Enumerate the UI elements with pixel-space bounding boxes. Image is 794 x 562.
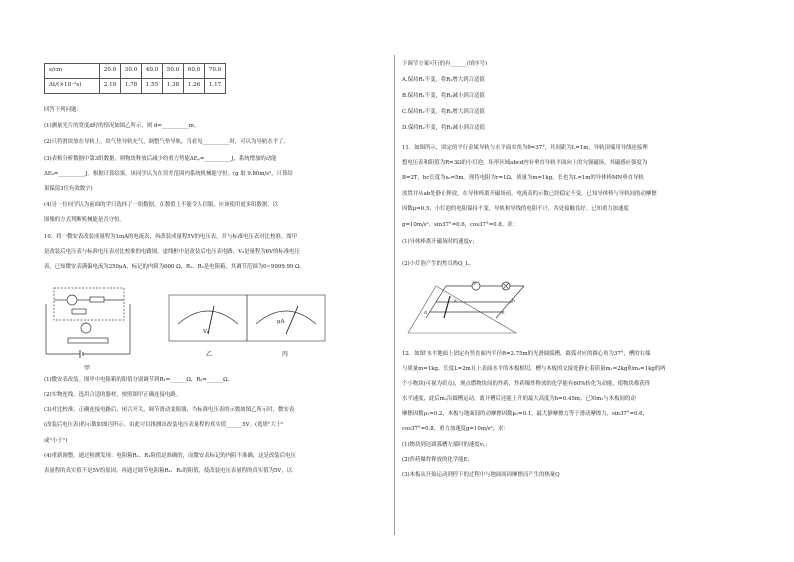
table-cell: 50.0 <box>163 64 184 79</box>
text-line: (2)只将滑块放在导轨上，给气垫导轨充气，调整气垫导轨，当看见__________时，可认为导轨水平了。 <box>44 139 289 145</box>
table-cell: 20.0 <box>100 64 121 79</box>
table-cell: 60.0 <box>184 64 205 79</box>
table-cell: Δt/(×10⁻³s) <box>45 79 100 94</box>
table-cell: 70.0 <box>205 64 226 79</box>
text-line: 与质量m=1kg、长度L=2m且上表面水平的木板相切，槽与木板的交接处静止着质量m₁=2kg和m₂=1kg的两 <box>402 366 666 372</box>
text-line: 图像的方式判断机械能是否守恒。 <box>44 217 125 223</box>
text-line: 表。已知微安表满偏电流为250μA，标记的内阻为600 Ω，R₁、R₂是电阻箱，其调节范围为0~9999.99 Ω。 <box>44 264 305 270</box>
text-line: (2)小灯泡产生的焦耳热Q_L。 <box>402 261 475 267</box>
table-cell: 40.0 <box>142 64 163 79</box>
text-line: (1)物块到达圆弧槽左端时的速度v₁； <box>402 442 491 448</box>
text-line: B=2T，bc长度为s₀=5m。现将电阻为r=1Ω，质量为m=1kg，长也为L=1m的导体棒MN垂直导轨 <box>402 175 644 181</box>
voltmeter-label: V <box>473 282 477 287</box>
option-d: D.保持R₂不变，将R₁减小到合适值 <box>402 125 485 131</box>
text-line: 或"小于") <box>44 438 68 444</box>
table-cell: 1.78 <box>121 79 142 94</box>
point-c-label: c <box>502 311 505 316</box>
text-line: (4)重新调整。通过检测发现：电阻箱R₁、R₂阻值是准确的，而微安表标记的内阻不准确，这是改装后电压 <box>44 453 296 459</box>
text-line: 放置并从ab处静止释放，在导体棒离开磁场前，电流表的示数已经稳定不变。已知导体棒与导轨间的动摩擦 <box>402 191 657 197</box>
text-line: ΔEₖ=__________J。根据计算结果，该同学认为在误差范围内系统机械能守恒。(g 取 9.80m/s²，计算结 <box>44 171 293 177</box>
text-line: (1)导体棒离开磁场时的速度v； <box>402 239 478 245</box>
text-line: 12．如图'水平地面上固定有竖直面内半径R=2.75m的光滑圆弧槽，圆弧对应的圆心角为37°，槽的右端 <box>402 351 651 357</box>
table-cell: 1.55 <box>142 79 163 94</box>
text-line: 10．将一微安表改装成量程为1mA的电流表，再改装成量程5V的电压表，并与标准电压表对比校准。图甲 <box>44 234 298 240</box>
dial-unit-v0: V₀ <box>203 329 210 335</box>
table-cell: 1.26 <box>184 79 205 94</box>
text-line: 因数μ=0.5，小灯泡的电阻保持不变，导轨和导线的电阻不计，各处接触良好。已知重力加速度 <box>402 206 629 212</box>
microammeter-dial <box>246 294 326 342</box>
data-table <box>44 63 226 94</box>
text-line: (3)对比校准。正确连接电路后，闭合开关，调节滑动变阻器，当标准电压表的示数如图乙所示时，微安表 <box>44 407 295 413</box>
text-line: cos37°=0.8，重力加速度g=10m/s²，求： <box>402 426 509 432</box>
text-line: (2)实物连线。选用合适的器材，按照图甲正确连接电路。 <box>44 392 182 398</box>
table-row <box>45 64 226 79</box>
text-line: (3)木板从开始运动到停下的过程中与地面间因摩擦而产生的热量Q <box>402 472 560 478</box>
point-a-label: a <box>454 299 457 304</box>
text-line: (3)表格分析数据中第3组数据，则物块释放后减少的重力势能ΔEₚ=__________J，系统增加的动能 <box>44 156 277 162</box>
option-c: C.保持R₂不变，将R₁增大到合适值 <box>402 109 485 115</box>
inclined-rails-diagram <box>406 278 536 338</box>
table-row <box>45 79 226 94</box>
figure-label-yi: 乙 <box>206 351 213 358</box>
point-d-label: d <box>424 311 427 316</box>
dial-unit-ua: μA <box>277 319 285 325</box>
table-cell: 2.19 <box>100 79 121 94</box>
text-line: (1)微安表改装。图甲中电阻箱的阻值分别调节到R₁=______Ω，R₂=______Ω。 <box>44 377 233 383</box>
text-line: (4)另一位同学认为前面的学只选择了一组数据，在数值上不能令人信服，应该使用更多组数据，以 <box>44 202 279 208</box>
figure-label-bing: 丙 <box>282 351 289 358</box>
text-line: 想电压表和阻值为R=3Ω的小灯泡，矩形区域abcd内有垂直导轨平面向上的匀强磁场，其磁感应强度为 <box>402 160 648 166</box>
table-cell: 1.38 <box>163 79 184 94</box>
text-line: 果保留3位有效数字) <box>44 186 93 192</box>
table-cell: 1.17 <box>205 79 226 94</box>
column-divider <box>394 55 395 535</box>
point-b-label: b <box>512 299 515 304</box>
text-line: 回答下列问题： <box>44 107 82 113</box>
figure-label-jia: 甲 <box>84 365 91 372</box>
text-line: g=10m/s²，sin37°=0.6，cos37°=0.8。求： <box>402 222 518 228</box>
circuit-diagram <box>42 282 134 362</box>
text-line: (改装后电压表)的示数如图丙所示。由此可以推测出改装电压表量程的真实值______5V。(选填"大于" <box>44 422 284 428</box>
table-cell: 30.0 <box>121 64 142 79</box>
text-line: (1)测量光片的宽度d时的情况如图乙所示，则 d=__________m。 <box>44 123 200 129</box>
option-b: B.保持R₁不变，将R₂减小到合适值 <box>402 93 485 99</box>
text-line: 11．如图所示，固定的平行金属导轨与水平面夹角为θ=37°，其间距为L=1m，导轨顶端用导线连接理 <box>402 145 648 151</box>
text-line: 是改装后电压表与标准电压表对比校准的电路图。虚线框中是改装后电压表电路，V₀是量程为6V的标准电压 <box>44 249 300 255</box>
text-line: (2)炸药爆炸释放的化学能E； <box>402 457 473 463</box>
option-a: A.保持R₁不变，将R₂增大到合适值 <box>402 77 485 83</box>
text-line: 表量程的真实值不是5V的原因。再通过调节电阻箱R₁、R₂的阻值，使改装电压表量程的真实值为5V，以 <box>44 468 293 474</box>
text-line: 摩擦因数μ₁=0.2，木板与地面间的动摩擦因数μ₂=0.1，最大静摩擦力等于滑动摩擦力，sin37°=0.6， <box>402 411 649 417</box>
text-line: 个小物块(可视为质点)，现点燃物块间的炸药，炸药爆炸释放的化学能有60%转化为动能，使物块都获得 <box>402 381 650 387</box>
table-cell: s/cm <box>45 64 100 79</box>
text-line: 下调节方案可行的有______(填序号) <box>402 61 488 67</box>
text-line: 水平速度，此后m₁沿圆槽运动，离开槽后还能上升的最大高度为h=0.45m。已知m₂与木板间的动 <box>402 396 636 402</box>
